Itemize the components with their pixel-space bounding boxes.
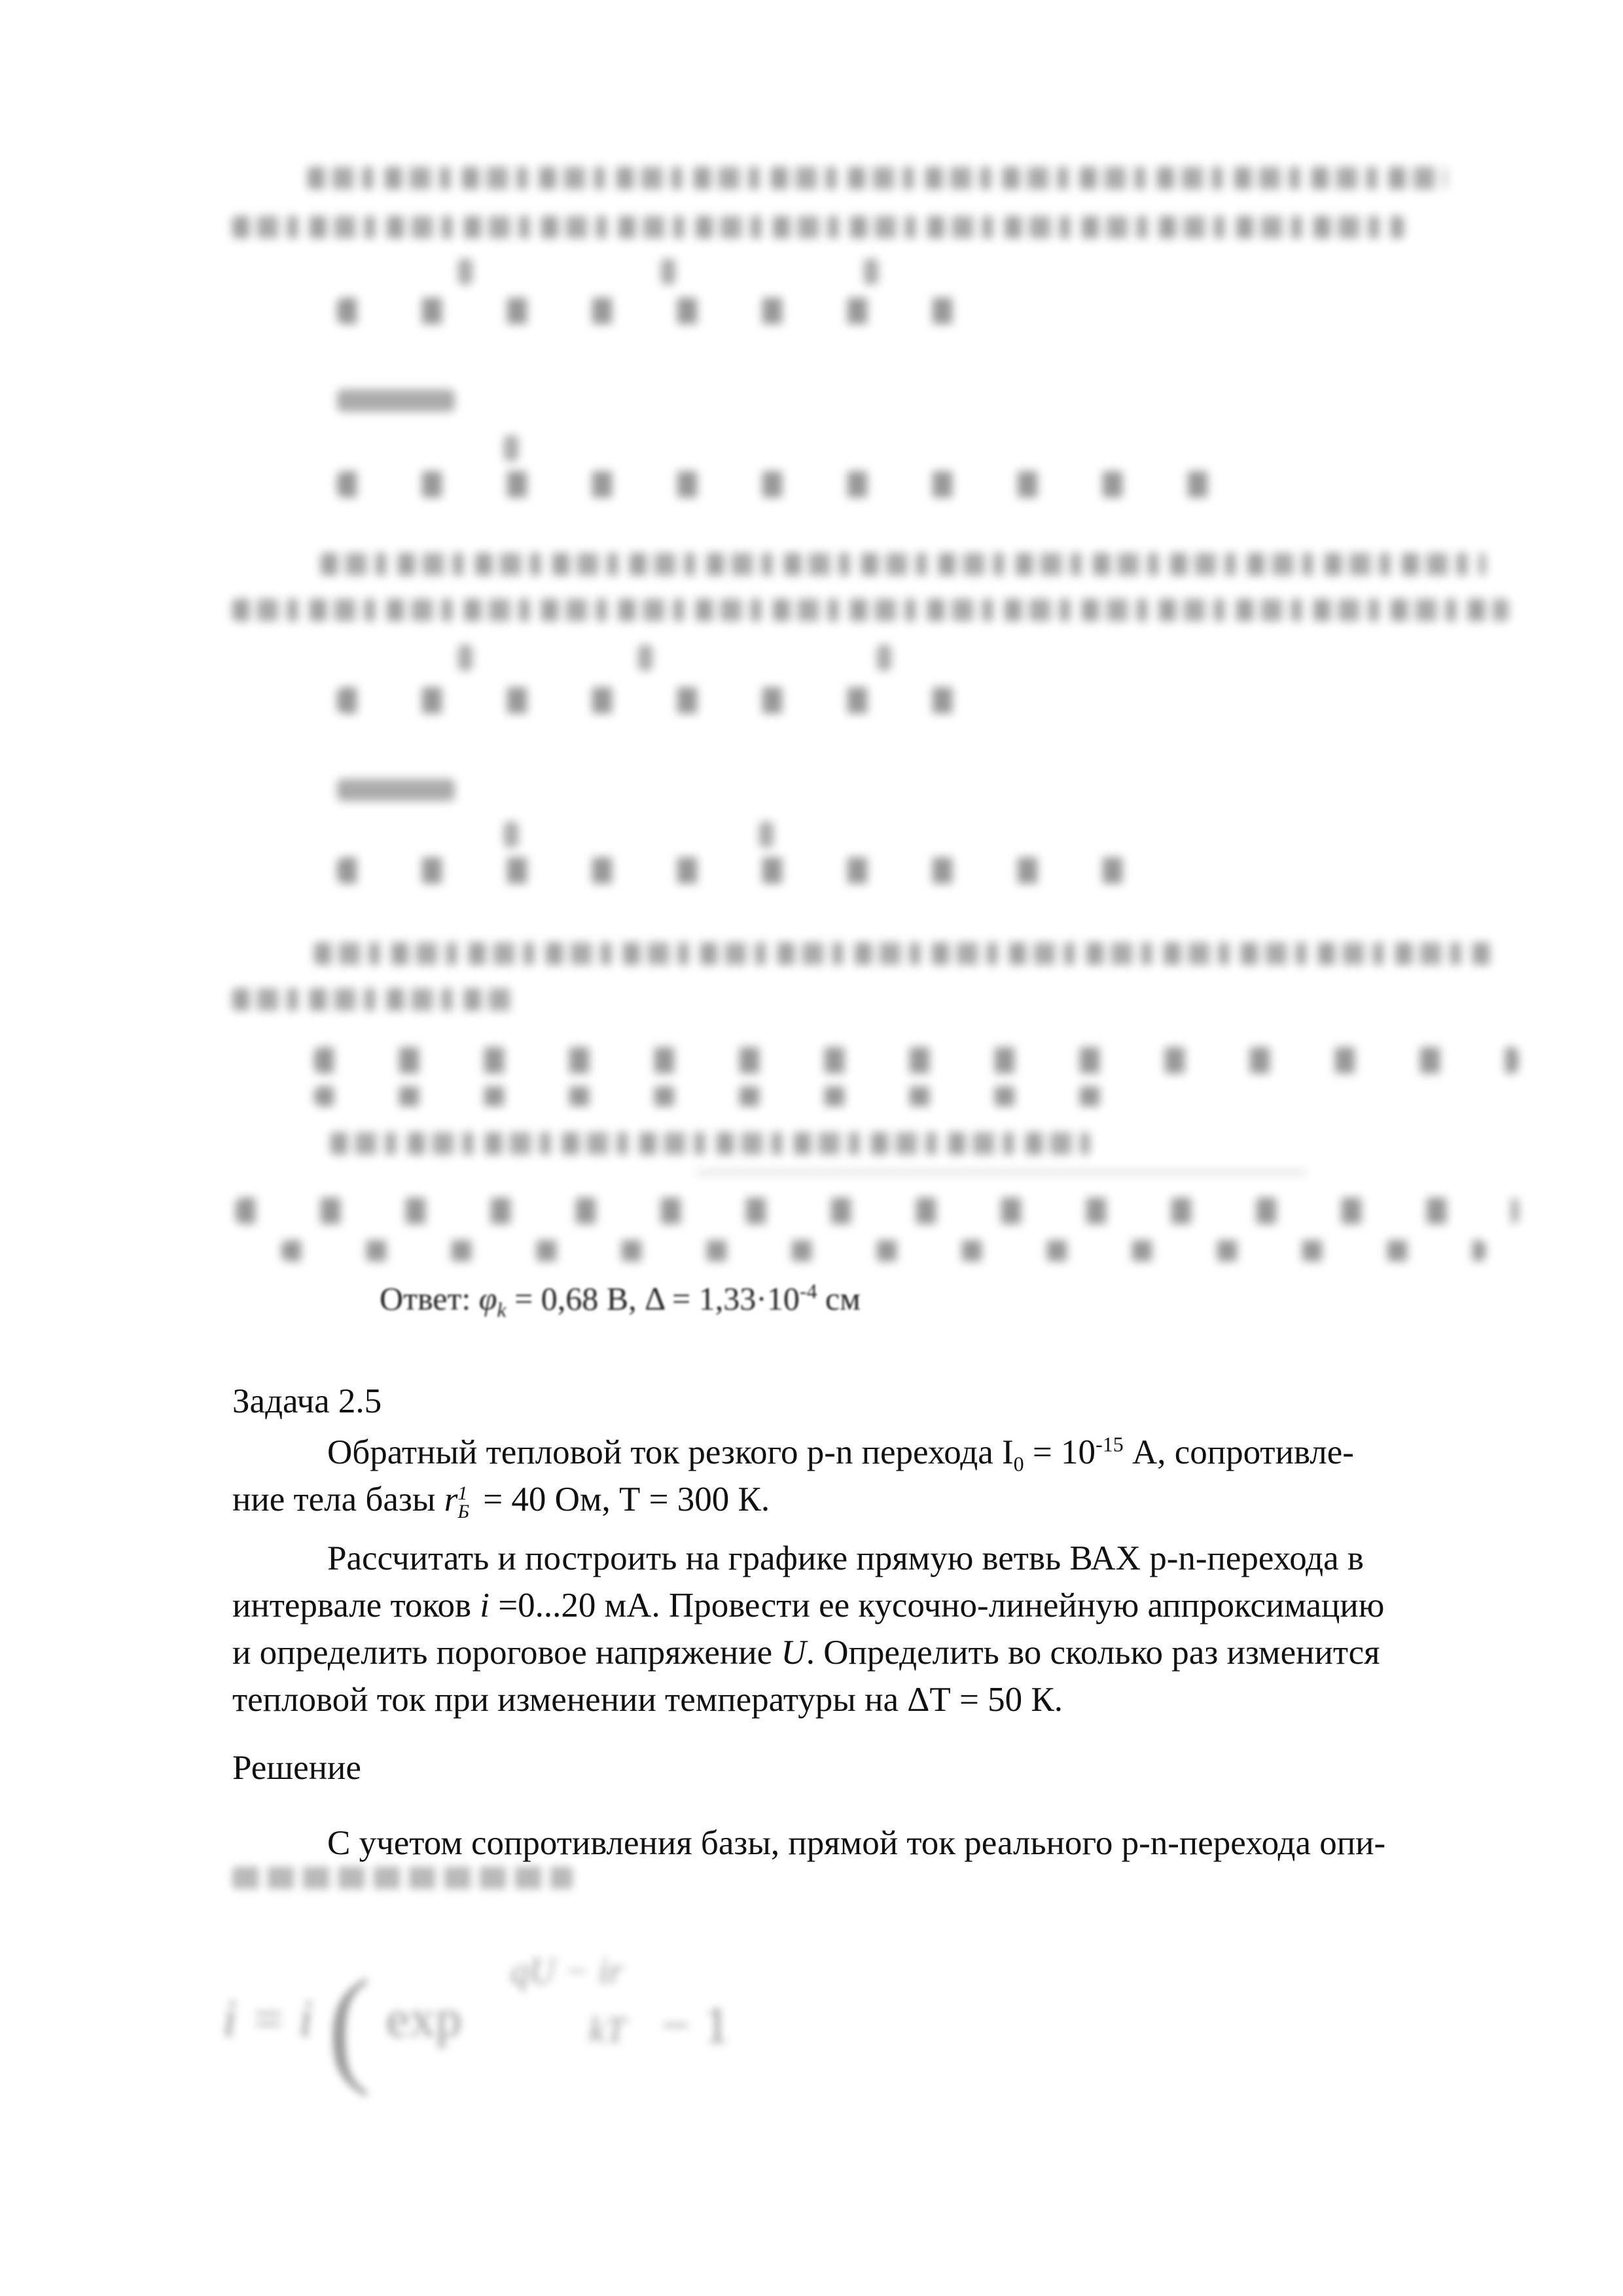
task-text-part: и определить пороговое напряжение xyxy=(232,1634,781,1672)
solution-text-line-2-blurred xyxy=(232,1867,573,1889)
base-resistance-sup: 1 xyxy=(457,1482,468,1504)
task-text-sup: -15 xyxy=(1096,1432,1124,1456)
formula-exp: exp xyxy=(386,1990,462,2048)
task-text-part: =0...20 мА. Провести ее кусочно-линейную аппроксимацию xyxy=(489,1587,1385,1624)
answer-label: Ответ: xyxy=(380,1280,471,1317)
task-text-line-4 xyxy=(232,1582,1384,1629)
formula-left-paren: ( xyxy=(327,1953,371,2098)
task-text-line-3: Рассчитать и построить на графике прямую ветвь ВАХ p-n-перехода в xyxy=(327,1539,1364,1577)
task-text-part: ние тела базы xyxy=(232,1480,444,1518)
current-var: i xyxy=(480,1587,490,1624)
task-text-line-6: тепловой ток при изменении температуры на ΔТ = 50 К. xyxy=(232,1681,1063,1719)
answer-value-sup: -4 xyxy=(799,1279,817,1303)
task-title: Задача 2.5 xyxy=(232,1382,382,1420)
task-text-part: Обратный тепловой ток резкого p-n перехода I xyxy=(327,1433,1014,1471)
base-resistance-var: r xyxy=(444,1480,458,1518)
solution-title: Решение xyxy=(232,1749,361,1787)
task-text-part: интервале токов xyxy=(232,1587,480,1624)
answer-value-a: = 0,68 В, Δ = 1,33·10 xyxy=(506,1280,800,1317)
formula-numerator: qU − ir xyxy=(510,1951,623,1992)
task-text-line-5 xyxy=(232,1629,1380,1676)
task-text-line-1 xyxy=(327,1429,1354,1476)
solution-text-line-1: С учетом сопротивления базы, прямой ток реального p-n-перехода опи- xyxy=(327,1824,1386,1862)
task-text-sub: 0 xyxy=(1013,1452,1024,1476)
task-text-part: = 40 Ом, Т = 300 К. xyxy=(474,1480,770,1518)
formula-denominator: kT xyxy=(589,2010,626,2051)
base-resistance-sub: Б xyxy=(457,1500,470,1522)
answer-var-sub: k xyxy=(497,1298,507,1321)
task-text-part: А, сопротивле- xyxy=(1123,1433,1354,1471)
forward-current-formula xyxy=(223,1937,759,2098)
answer-fragment xyxy=(380,1279,861,1321)
formula-minus-one: − 1 xyxy=(661,1997,730,2054)
task-text-line-2 xyxy=(232,1476,770,1523)
task-text-part: . Определить во сколько раз изменится xyxy=(806,1634,1380,1672)
answer-value-b: см xyxy=(817,1280,861,1317)
formula-lhs: i = i xyxy=(223,1990,313,2048)
answer-var: φ xyxy=(478,1280,497,1317)
task-text-part: = 10 xyxy=(1024,1433,1096,1471)
voltage-var: U xyxy=(781,1634,806,1672)
